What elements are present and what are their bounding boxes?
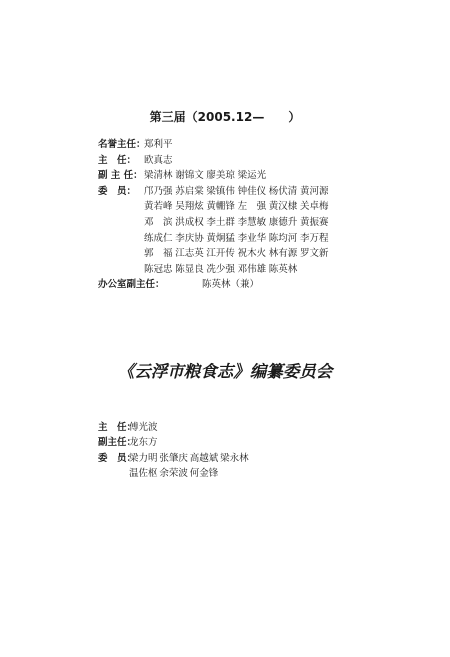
compilation-committee-list [98, 420, 428, 482]
member-name: 梁清林 [144, 170, 173, 182]
member-name: 苏启棠 [175, 185, 204, 197]
member-name: 廖美琼 [206, 170, 235, 182]
member-row [98, 420, 428, 435]
member-name: 黄汉棣 [268, 201, 298, 213]
member-name: 谢锦文 [175, 170, 204, 182]
member-name: 陈均河 [268, 232, 298, 244]
role-label: 副 主 任： [98, 170, 143, 182]
member-name: 梁力明 [129, 452, 158, 464]
role-label: 名誉主任： [98, 139, 146, 150]
member-names [144, 215, 331, 231]
member-name: 何金锋 [189, 468, 219, 480]
member-name: 左 强 [237, 201, 267, 213]
member-name: 练成仁 [144, 232, 173, 244]
member-name: 康德升 [268, 216, 298, 228]
member-name: 钟佳仪 [237, 185, 267, 197]
member-names [144, 199, 331, 215]
member-name: 祝木火 [237, 248, 267, 260]
member-names [144, 137, 175, 153]
member-name: 邝乃强 [144, 185, 173, 197]
member-names [129, 420, 159, 435]
member-row [98, 168, 428, 184]
member-name: 李业华 [237, 232, 267, 244]
member-names [129, 466, 220, 481]
member-name: 陈显良 [175, 263, 204, 275]
member-name: 林有源 [268, 248, 298, 260]
section1-title: 第三届（2005.12— ） [149, 110, 301, 124]
member-name: 温佐枢 [129, 468, 158, 480]
member-row [98, 435, 428, 450]
member-name: 梁运光 [237, 170, 267, 182]
member-name: 吴翔炫 [175, 201, 204, 213]
committee-list-third-term [98, 137, 428, 293]
member-names [144, 184, 331, 200]
member-name: 杨伏清 [268, 185, 298, 197]
member-name: 傅光波 [129, 422, 158, 433]
role-label: 副主任： [98, 437, 137, 449]
member-names [129, 435, 159, 450]
member-name: 梁永林 [220, 452, 249, 464]
member-names [144, 262, 300, 278]
member-name: 余荣波 [159, 468, 188, 480]
member-name: 邓伟雄 [237, 263, 267, 275]
member-row [98, 277, 428, 293]
member-row [98, 153, 428, 169]
member-row [98, 184, 428, 200]
member-name: 郑利平 [144, 139, 173, 150]
member-names [202, 277, 260, 293]
section2-title: 《云浮市粮食志》编纂委员会 [117, 362, 333, 381]
role-label: 委 员： [98, 452, 137, 464]
member-name: 高越斌 [189, 452, 219, 464]
member-name: 陈冠忠 [144, 263, 173, 275]
member-name: 冼少强 [206, 263, 235, 275]
member-names [144, 153, 175, 169]
member-name: 郭 福 [144, 248, 173, 260]
member-name: 李土群 [206, 216, 235, 228]
member-name: 李慧敏 [237, 216, 267, 228]
role-label: 委 员： [98, 185, 137, 197]
member-row [98, 231, 428, 247]
member-name: 黄輣锋 [206, 201, 235, 213]
member-row [98, 215, 428, 231]
member-names [144, 246, 331, 262]
member-name: 江志英 [175, 248, 204, 260]
member-names [144, 231, 331, 247]
member-name: 龙东方 [129, 437, 158, 449]
member-row [98, 137, 428, 153]
member-name: 洪成权 [175, 216, 204, 228]
member-name: 黄炯猛 [206, 232, 235, 244]
member-name: 黄振赛 [299, 216, 329, 228]
role-label: 主 任： [98, 154, 137, 166]
member-name: 陈英林 [268, 263, 298, 275]
member-row [98, 262, 428, 278]
member-name: 陈英林（兼） [202, 279, 260, 291]
member-names [129, 451, 251, 466]
member-row [98, 246, 428, 262]
member-row [98, 466, 428, 481]
member-name: 李庆协 [175, 232, 204, 244]
member-name: 黄若峰 [144, 201, 173, 213]
member-name: 李万程 [299, 232, 329, 244]
member-names [144, 168, 269, 184]
member-name: 关卓梅 [299, 201, 329, 213]
role-label: 办公室副主任： [98, 279, 165, 291]
member-row [98, 199, 428, 215]
member-name: 邓 滨 [144, 216, 173, 228]
member-name: 梁镇伟 [206, 185, 235, 197]
member-name: 张肇庆 [159, 452, 188, 464]
member-row [98, 451, 428, 466]
role-label: 主 任： [98, 422, 137, 433]
member-name: 欧真志 [144, 154, 173, 166]
member-name: 罗文新 [299, 248, 329, 260]
member-name: 江开传 [206, 248, 235, 260]
member-name: 黄河源 [299, 185, 329, 197]
